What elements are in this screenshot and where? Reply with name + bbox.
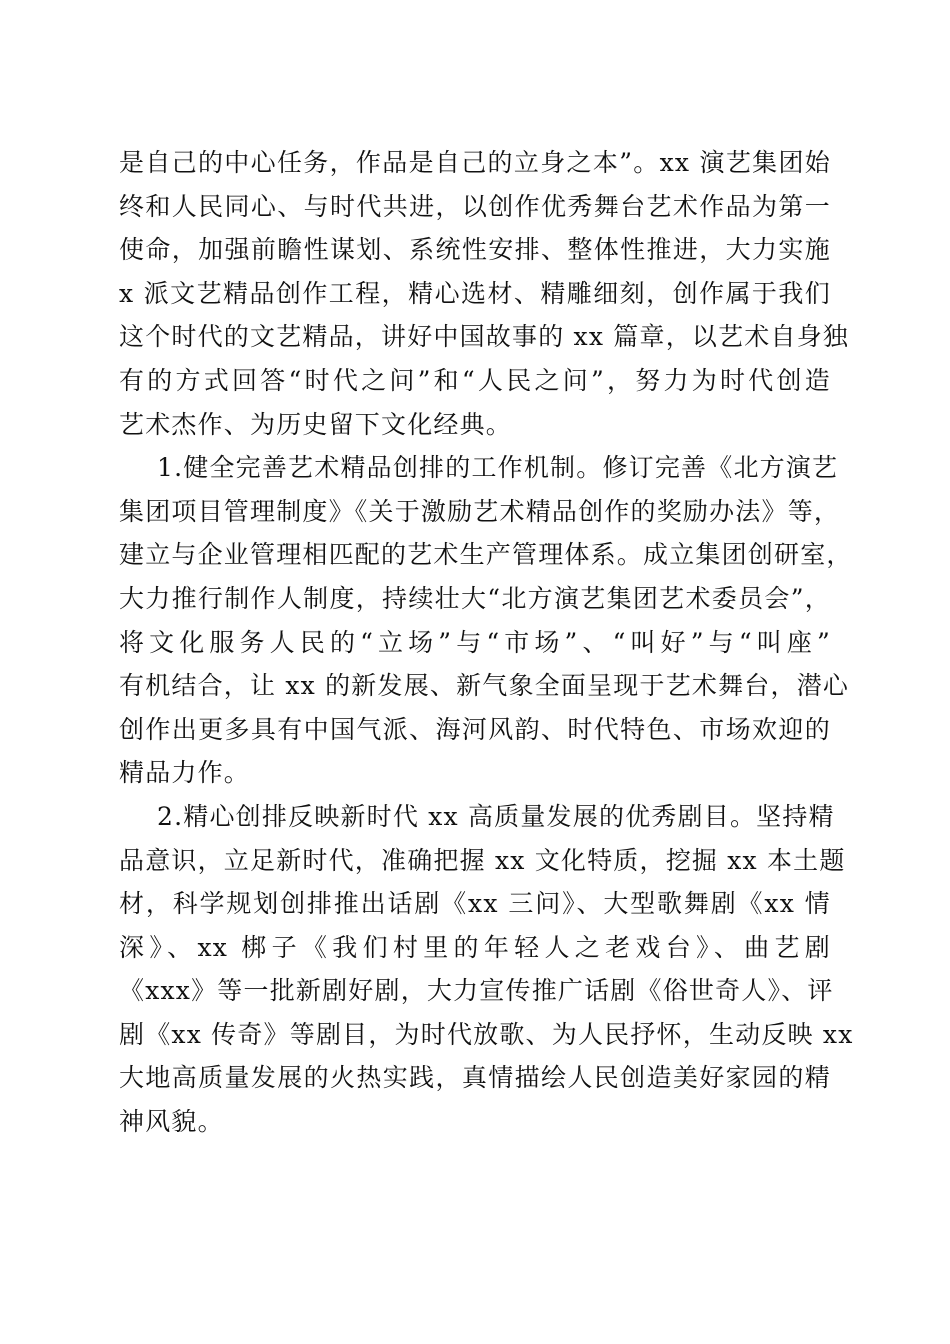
paragraph-intro [119,141,850,446]
text-line: 这个时代的文艺精品，讲好中国故事的 xx 篇章，以艺术自身独 [119,322,850,352]
text-line: 集团项目管理制度》《关于激励艺术精品创作的奖励办法》等， [119,496,841,526]
text-line: 将文化服务人民的“立场”与“市场”、“叫好”与“叫座” [119,627,831,657]
text-line: 深》、xx 梆子《我们村里的年轻人之老戏台》、曲艺剧 [119,932,831,962]
text-line: 建立与企业管理相匹配的艺术生产管理体系。成立集团创研室， [119,540,853,570]
text-line: 使命，加强前瞻性谋划、系统性安排、整体性推进，大力实施 [119,235,831,265]
paragraph-item-2 [119,795,854,1144]
text-line: 《xxx》等一批新剧好剧，大力宣传推广话剧《俗世奇人》、评 [119,976,834,1006]
text-line: 品意识，立足新时代，准确把握 xx 文化特质，挖掘 xx 本土题 [119,845,846,875]
text-line: 剧《xx 传奇》等剧目，为时代放歌、为人民抒怀，生动反映 xx [119,1019,854,1049]
text-line: 精品力作。 [119,758,251,788]
text-line: 大力推行制作人制度，持续壮大“北方演艺集团艺术委员会”， [119,583,831,613]
text-line: 大地高质量发展的火热实践，真情描绘人民创造美好家园的精 [119,1063,831,1093]
text-line: 终和人民同心、与时代共进，以创作优秀舞台艺术作品为第一 [119,191,831,221]
text-line: 创作出更多具有中国气派、海河风韵、时代特色、市场欢迎的 [119,714,831,744]
text-line: 是自己的中心任务，作品是自己的立身之本”。xx 演艺集团始 [119,148,831,177]
text-line: 艺术杰作、为历史留下文化经典。 [119,409,513,439]
text-line: 神风貌。 [119,1107,224,1137]
text-line: 2.精心创排反映新时代 xx 高质量发展的优秀剧目。坚持精 [157,801,835,831]
text-line: 材，科学规划创排推出话剧《xx 三问》、大型歌舞剧《xx 情 [119,889,831,919]
text-line: 有机结合，让 xx 的新发展、新气象全面呈现于艺术舞台，潜心 [119,671,850,701]
text-line: x 派文艺精品创作工程，精心选材、精雕细刻，创作属于我们 [119,278,831,308]
text-line: 1.健全完善艺术精品创排的工作机制。修订完善《北方演艺 [157,453,839,483]
text-line: 有的方式回答“时代之问”和“人民之问”，努力为时代创造 [119,365,831,395]
paragraph-item-1 [119,446,853,795]
document-page [119,141,854,1144]
